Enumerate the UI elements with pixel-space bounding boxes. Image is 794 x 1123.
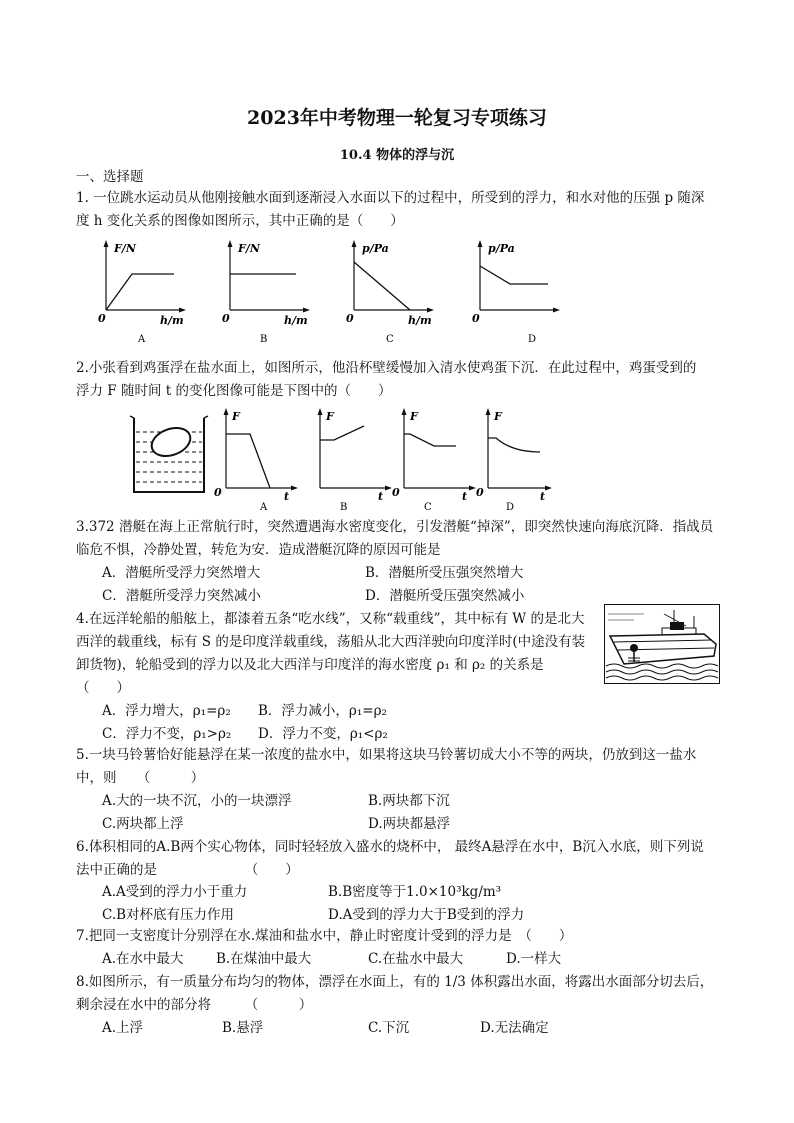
q8-option-d: D.无法确定 [480,1020,549,1036]
q5-option-d: D.两块都悬浮 [368,816,451,832]
q5-option-b: B.两块都下沉 [368,793,450,809]
q2-c-ylabel: F [410,410,418,423]
q1-a-ylabel: F/N [114,242,136,255]
q4-line3: 卸货物)，轮船受到的浮力以及北大西洋与印度洋的海水密度 ρ₁ 和 ρ₂ 的关系是 [76,657,544,673]
q3-line1: 3.372 潜艇在海上正常航行时，突然遭遇海水密度变化，引发潜艇“掉深”，即突然快速向海底沉降．指战员 [76,519,714,535]
q1-c-xlabel: h/m [408,314,432,327]
q1-line2: 度 h 变化关系的图像如图所示，其中正确的是（ ） [76,213,404,229]
q1-b-letter: B [260,334,268,345]
q1-d-ylabel: p/Pa [488,242,515,255]
q1-graph-a [98,240,186,345]
q2-graph-a [214,408,298,513]
q6-option-d: D.A受到的浮力大于B受到的浮力 [328,907,525,923]
q2-c-xlabel: t [462,490,468,503]
q2-d-xlabel: t [540,490,546,503]
q5-option-c: C.两块都上浮 [102,816,184,832]
page-title: 2023年中考物理一轮复习专项练习 [247,107,547,129]
q4-option-c: C．浮力不变，ρ₁>ρ₂ [102,726,232,742]
q1-c-letter: C [386,334,394,345]
q4-option-a: A．浮力增大，ρ₁=ρ₂ [102,703,231,719]
section-heading: 一、选择题 [76,169,144,185]
q6-line1: 6.体积相同的A.B两个实心物体，同时轻轻放入盛水的烧杯中， 最终A悬浮在水中，B沉入水底，则下列说 [76,839,704,855]
q4-option-d: D．浮力不变，ρ₁<ρ₂ [258,726,388,742]
q2-line2: 浮力 F 随时间 t 的变化图像可能是下图中的（ ） [76,383,392,399]
q1-c-ylabel: p/Pa [362,242,389,255]
q8-option-c: C.下沉 [368,1020,410,1036]
q1-a-letter: A [138,334,146,345]
q1-graph-c [346,240,434,345]
q2-a-xlabel: t [284,490,290,503]
q1-d-origin: 0 [472,312,480,325]
q3-option-a: A．潜艇所受浮力突然增大 [102,565,261,581]
q8-line1: 8.如图所示，有一质量分布均匀的物体，漂浮在水面上，有的 1/3 体积露出水面，将露出水面部分切去后， [76,974,714,990]
q6-line2: 法中正确的是 （ ） [76,862,299,878]
q2-d-origin: 0 [476,486,484,499]
q2-b-xlabel: t [378,490,384,503]
q2-graph-c [392,408,476,513]
q3-option-c: C．潜艇所受浮力突然减小 [102,588,261,604]
q5-line1: 5.一块马铃薯恰好能悬浮在某一浓度的盐水中，如果将这块马铃薯切成大小不等的两块，仍放到这一盐水 [76,747,697,763]
q8-option-b: B.悬浮 [222,1020,264,1036]
q7-line1: 7.把同一支密度计分别浮在水.煤油和盐水中，静止时密度计受到的浮力是 （ ） [76,928,573,944]
q2-graph-b [318,408,393,513]
q1-b-ylabel: F/N [238,242,260,255]
q7-option-c: C.在盐水中最大 [368,951,464,967]
q2-a-letter: A [260,502,268,513]
q2-graph-d [476,408,552,513]
q2-b-ylabel: F [326,410,334,423]
q1-c-origin: 0 [346,312,354,325]
q1-graph-d [472,240,560,345]
q2-line1: 2.小张看到鸡蛋浮在盐水面上，如图所示，他沿杯壁缓慢加入清水使鸡蛋下沉．在此过程中，鸡蛋受到的 [76,360,697,376]
q2-b-letter: B [340,502,348,513]
q4-line4: （ ） [76,680,130,696]
q4-line2: 西洋的载重线，标有 S 的是印度洋载重线，荡船从北大西洋驶向印度洋时(中途没有装 [76,634,586,650]
q2-a-origin: 0 [214,486,222,499]
q2-c-letter: C [424,502,432,513]
q5-option-a: A.大的一块不沉，小的一块漂浮 [102,793,292,809]
q1-a-xlabel: h/m [160,314,184,327]
q6-option-a: A.A受到的浮力小于重力 [102,884,248,900]
page-subtitle: 10.4 物体的浮与沉 [339,148,455,163]
q1-d-letter: D [528,334,537,345]
q1-b-xlabel: h/m [284,314,308,327]
q1-line1: 1. 一位跳水运动员从他刚接触水面到逐渐浸入水面以下的过程中，所受到的浮力，和水对他的压强 p 随深 [76,190,705,206]
q1-a-origin: 0 [98,312,106,325]
q8-option-a: A.上浮 [102,1020,144,1036]
q1-graph-figure [90,238,570,346]
q6-option-b: B.B密度等于1.0×10³kg/m³ [328,884,502,900]
q4-line1: 4.在远洋轮船的船舷上，都漆着五条“吃水线”，又称“载重线”，其中标有 W 的是北大 [76,611,585,627]
q3-line2: 临危不惧，冷静处置，转危为安．造成潜艇沉降的原因可能是 [76,542,441,558]
q3-option-d: D．潜艇所受压强突然减小 [365,588,525,604]
q2-d-ylabel: F [494,410,502,423]
q2-a-ylabel: F [232,410,240,423]
q1-b-origin: 0 [222,312,230,325]
q7-option-b: B.在煤油中最大 [216,951,312,967]
q2-d-letter: D [506,502,515,513]
q7-option-a: A.在水中最大 [102,951,184,967]
q5-line2: 中，则 （ ） [76,770,205,786]
q3-option-b: B．潜艇所受压强突然增大 [365,565,524,581]
q6-option-c: C.B对杯底有压力作用 [102,907,235,923]
q1-graph-b [222,240,310,345]
beaker-with-egg [130,416,208,492]
q7-option-d: D.一样大 [506,951,562,967]
q4-option-b: B．浮力减小，ρ₁=ρ₂ [258,703,387,719]
q2-figure [128,404,558,514]
ship-illustration [604,604,720,684]
q2-c-origin: 0 [392,486,400,499]
q8-line2: 剩余浸在水中的部分将 （ ） [76,997,313,1013]
